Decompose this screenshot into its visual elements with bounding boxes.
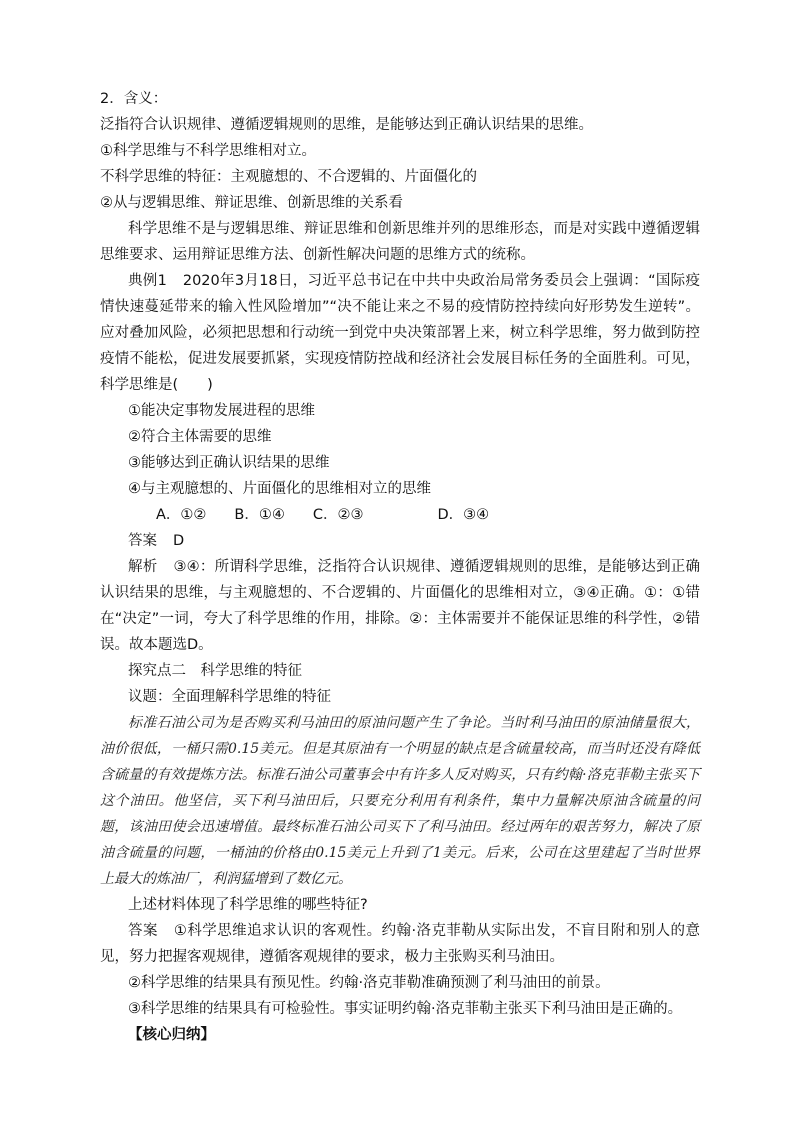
example-option: ④与主观臆想的、片面僵化的思维相对立的思维 (128, 481, 431, 497)
choice-c: C．②③ (312, 507, 364, 523)
example-option: ③能够达到正确认识结果的思维 (128, 455, 330, 471)
explore-answer-3: ③科学思维的结果具有可检验性。事实证明约翰·洛克菲勒主张买下利马油田是正确的。 (128, 1001, 683, 1017)
choice-a: A．①② (156, 507, 207, 523)
definition-text: 泛指符合认识规律、遵循逻辑规则的思维，是能够达到正确认识结果的思维。 (100, 117, 593, 133)
explore-title: 探究点二 科学思维的特征 (128, 663, 302, 679)
analysis-text: ③④：所谓科学思维，泛指符合认识规律、遵循逻辑规则的思维，是能够达到正确认识结果的思维，与主观臆想的、不合逻辑的、片面僵化的思维相对立，③④正确。①：①错在“决定”一词，夸大了科学思维的作用，排除。②：主体需要并不能保证思维的科学性，②错误。故本题选D。 (100, 559, 700, 653)
section-title: 2．含义： (100, 91, 168, 107)
example-text: 2020年3月18日，习近平总书记在中共中央政治局常务委员会上强调：“国际疫情快速蔓延带来的输入性风险增加”“决不能让来之不易的疫情防控持续向好形势发生逆转”。应对叠加风险，必须把思想和行动统一到党中央决策部署上来，树立科学思维，努力做到防控疫情不能松，促进发展要抓紧，实现疫情防控战和经济社会发展目标任务的全面胜利。可见，科学思维是( ) (100, 273, 700, 393)
example-option: ①能决定事物发展进程的思维 (128, 403, 315, 419)
analysis-label: 解析 (128, 559, 158, 575)
answer-choices (100, 502, 700, 528)
material-paragraph: 标准石油公司为是否购买利马油田的原油问题产生了争论。当时利马油田的原油储量很大，油价很低，一桶只需0.15美元。但是其原油有一个明显的缺点是含硫量较高，而当时还没有降低含硫量的有效提炼方法。标准石油公司董事会中有许多人反对购买，只有约翰·洛克菲勒主张买下这个油田。他坚信，买下利马油田后，只要充分利用有利条件，集中力量解决原油含硫量的问题，该油田使会迅速增值。最终标准石油公司买下了利马油田。经过两年的艰苦努力，解决了原油含硫量的问题，一桶油的价格由0.15美元上升到了1美元。后来，公司在这里建起了当时世界上最大的炼油厂，利润猛增到了数亿元。 (100, 715, 700, 887)
unscientific-features: 不科学思维的特征：主观臆想的、不合逻辑的、片面僵化的 (100, 169, 477, 185)
relation-paragraph: 科学思维不是与逻辑思维、辩证思维和创新思维并列的思维形态，而是对实践中遵循逻辑思维要求、运用辩证思维方法、创新性解决问题的思维方式的统称。 (100, 221, 700, 263)
explore-answer-1 (100, 918, 700, 970)
example-label: 典例1 (128, 273, 167, 289)
explore-topic: 议题：全面理解科学思维的特征 (128, 689, 331, 705)
choice-b: B．①④ (234, 507, 285, 523)
example-option: ②符合主体需要的思维 (128, 429, 272, 445)
explore-answer-label: 答案 (128, 923, 158, 939)
answer-line (100, 528, 700, 554)
analysis-paragraph (100, 554, 700, 658)
answer-label: 答案 (128, 533, 157, 549)
explore-question: 上述材料体现了科学思维的哪些特征? (128, 897, 368, 913)
point-2: ②从与逻辑思维、辩证思维、创新思维的关系看 (100, 195, 403, 211)
example-paragraph (100, 268, 700, 398)
core-summary-heading: 【核心归纳】 (128, 1027, 215, 1043)
answer-value: D (173, 533, 185, 549)
point-1: ①科学思维与不科学思维相对立。 (100, 143, 316, 159)
explore-answer-1-text: ①科学思维追求认识的客观性。约翰·洛克菲勒从实际出发，不盲目附和别人的意见，努力把握客观规律，遵循客观规律的要求，极力主张购买利马油田。 (100, 923, 701, 965)
choice-d: D．③④ (437, 507, 490, 523)
explore-answer-2: ②科学思维的结果具有预见性。约翰·洛克菲勒准确预测了利马油田的前景。 (128, 975, 610, 991)
document-body (100, 86, 700, 1048)
